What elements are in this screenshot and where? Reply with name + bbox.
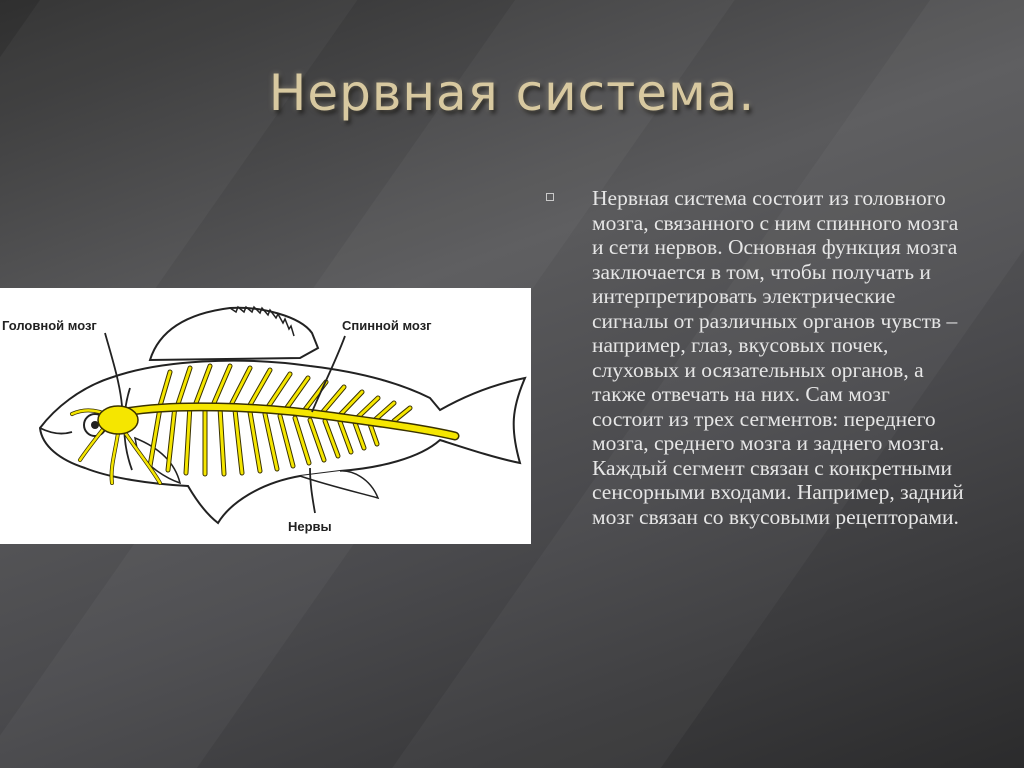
label-brain: Головной мозг <box>2 318 97 333</box>
body-text: Нервная система состоит из головного мозга, связанного с ним спинного мозга и сети нервов. Основная функция мозга заключается в том, чтобы получать и интерпретировать электрические сигналы от различных органов чувств – например, глаз, вкусовых почек, слуховых и осязательных органов, а также отвечать на них. Сам мозг состоит из трех сегментов: переднего мозга, среднего мозга и заднего мозга. Каждый сегмент связан с конкретными сенсорными входами. Например, задний мозг связан со вкусовыми рецепторами. <box>592 186 964 529</box>
label-spinal-cord: Спинной мозг <box>342 318 432 333</box>
square-bullet-icon <box>546 193 554 201</box>
fish-illustration <box>0 288 531 544</box>
slide-title: Нервная система. <box>268 64 756 122</box>
label-nerves: Нервы <box>288 519 332 534</box>
brain <box>98 406 138 434</box>
fish-nervous-system-figure <box>0 288 531 544</box>
bullet-item <box>546 186 966 529</box>
